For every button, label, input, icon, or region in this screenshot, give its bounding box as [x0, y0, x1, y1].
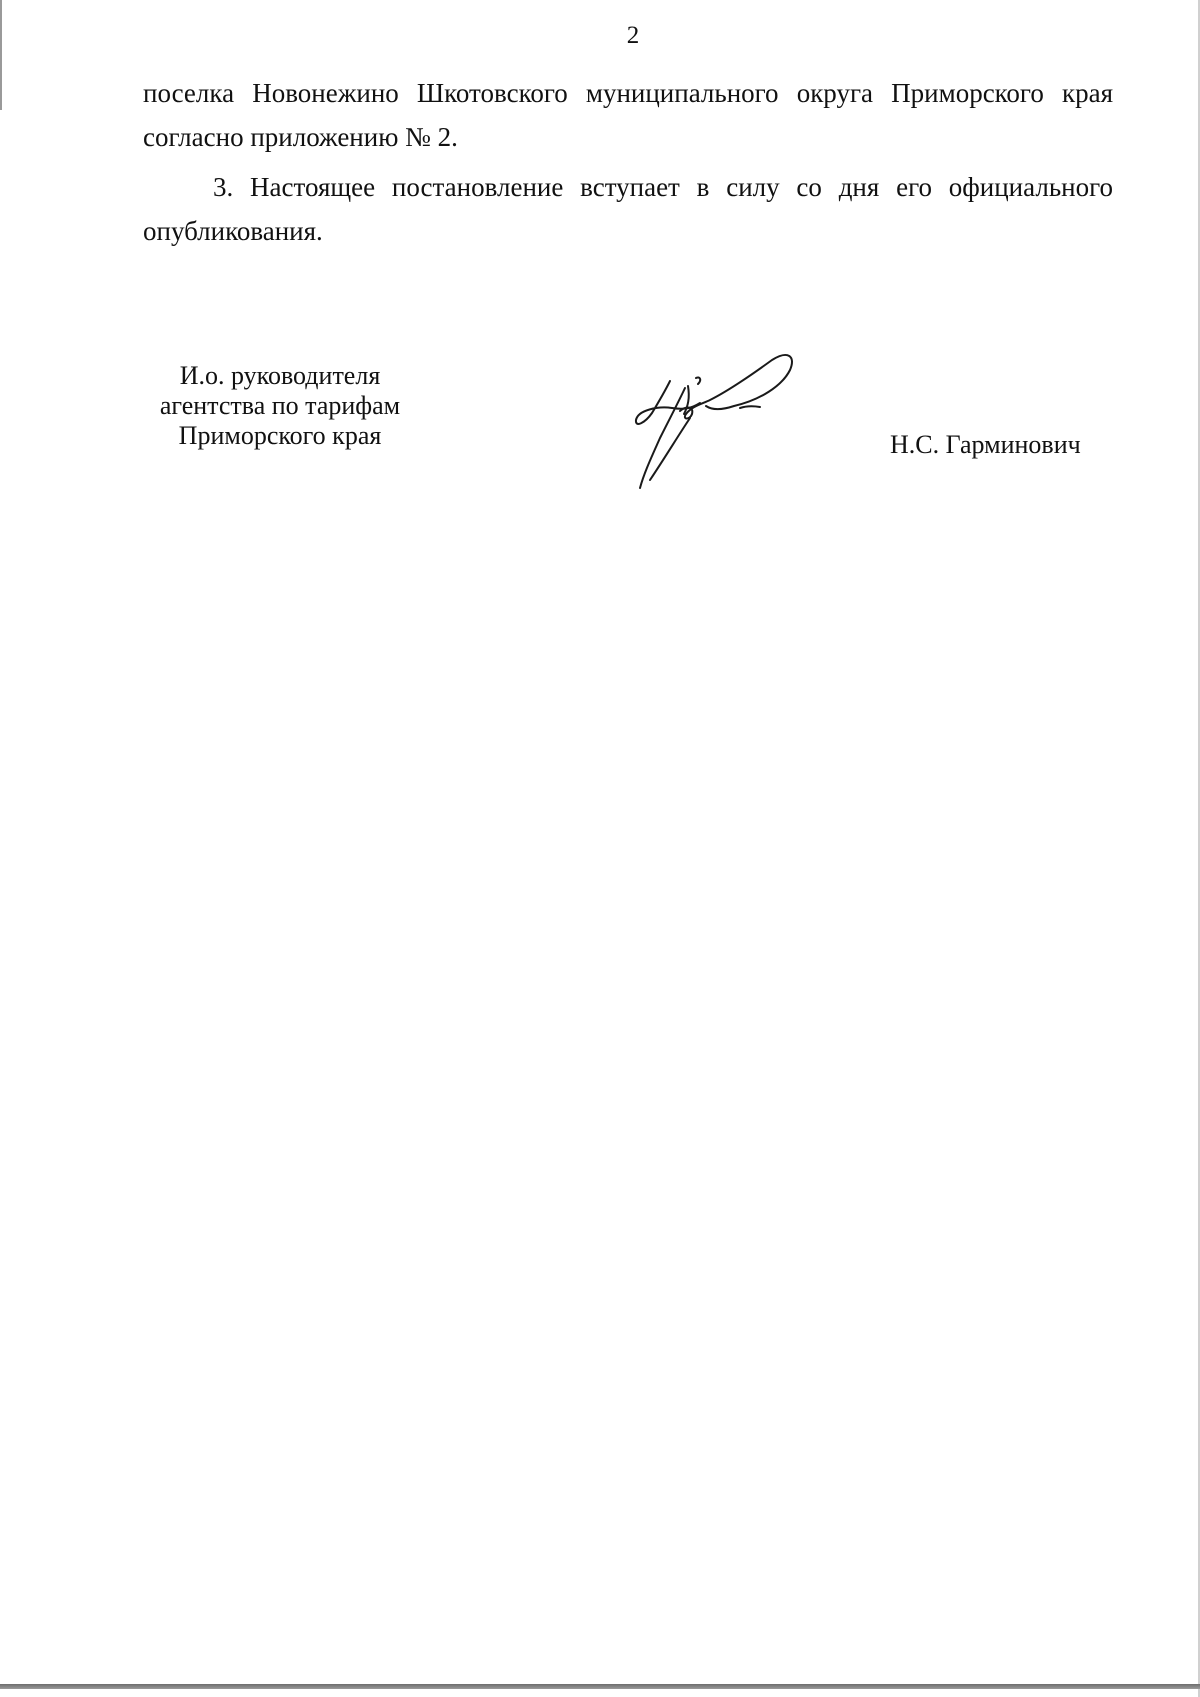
scan-edge-left: [0, 0, 2, 110]
signer-title-line-1: И.о. руководителя: [179, 361, 381, 390]
scan-edge-bottom: [0, 1684, 1200, 1689]
paragraph-1-line-2: согласно приложению № 2.: [143, 122, 458, 152]
signer-title-line-2: агентства по тарифам: [159, 391, 401, 420]
page-number: 2: [626, 22, 640, 49]
paragraph-2: [143, 165, 1113, 253]
paragraph-1: [143, 71, 1113, 159]
signer-name: Н.С. Гарминович: [890, 430, 1081, 459]
handwritten-signature: [630, 348, 810, 498]
paragraph-2-line-1: 3. Настоящее постановление вступает в силу со дня его официального: [213, 172, 1113, 202]
signer-title: [130, 361, 430, 451]
paragraph-1-line-1: поселка Новонежино Шкотовского муниципального округа Приморского края: [143, 78, 1113, 108]
signer-title-line-3: Приморского края: [178, 421, 382, 450]
paragraph-2-line-2: опубликования.: [143, 216, 323, 246]
